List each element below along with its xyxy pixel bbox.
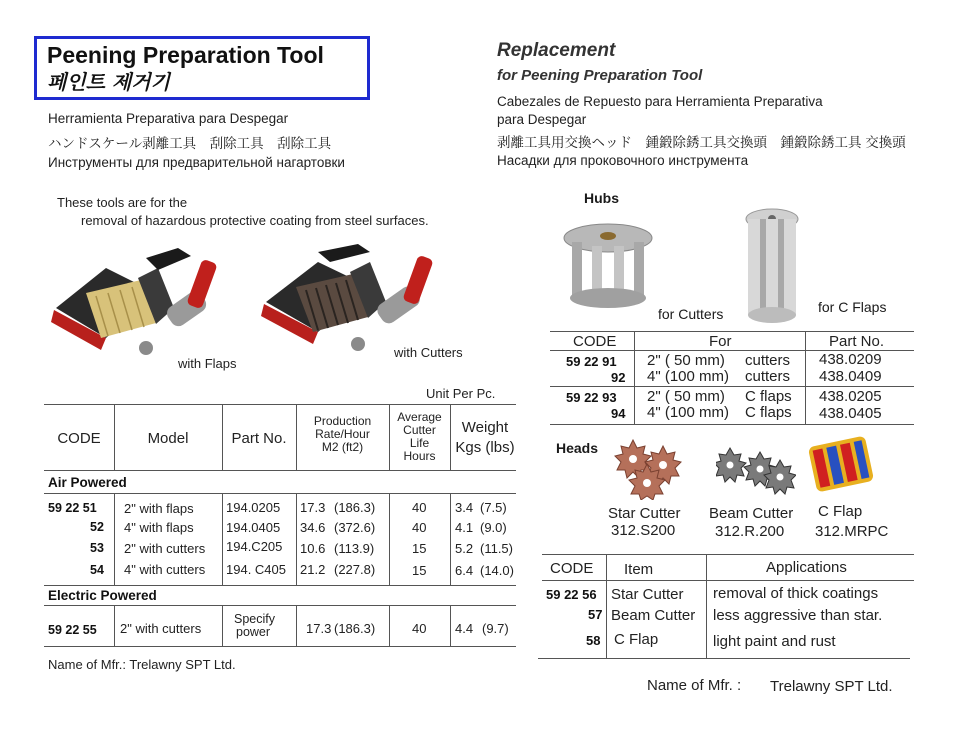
tool-with-flaps-image bbox=[46, 238, 236, 368]
header-cutter-life: Average Cutter Life Hours bbox=[397, 410, 442, 463]
replacement-spanish-1: Cabezales de Repuesto para Herramienta Preparativa bbox=[497, 94, 823, 109]
header-model: Model bbox=[147, 430, 189, 447]
head-star-cutter-part: 312.S200 bbox=[611, 522, 676, 539]
tool-with-cutters-image bbox=[258, 232, 458, 362]
head-beam-cutter-part: 312.R.200 bbox=[715, 523, 785, 540]
replacement-subtitle: for Peening Preparation Tool bbox=[497, 67, 703, 84]
star-cutter-image bbox=[613, 436, 695, 500]
header-code: CODE bbox=[57, 430, 101, 447]
hubs-header-code: CODE bbox=[573, 333, 617, 350]
header-production-rate: Production Rate/Hour M2 (ft2) bbox=[313, 414, 372, 454]
replacement-title: Replacement bbox=[497, 40, 616, 61]
manufacturer-label-right: Name of Mfr. : bbox=[647, 677, 742, 694]
manufacturer-name-right: Trelawny SPT Ltd. bbox=[770, 678, 893, 695]
subtitle-russian: Инструменты для предварительной нагартовки bbox=[48, 155, 345, 170]
subtitle-spanish: Herramienta Preparativa para Despegar bbox=[48, 111, 289, 126]
caption-with-flaps: with Flaps bbox=[178, 356, 237, 371]
heads-header-code: CODE bbox=[550, 560, 594, 577]
head-c-flap-part: 312.MRPC bbox=[815, 523, 889, 540]
unit-note: Unit Per Pc. bbox=[426, 386, 496, 401]
head-star-cutter-name: Star Cutter bbox=[608, 505, 681, 522]
caption-for-cflaps: for C Flaps bbox=[818, 299, 887, 315]
header-weight: Weight Kgs (lbs) bbox=[455, 419, 515, 456]
caption-with-cutters: with Cutters bbox=[394, 345, 463, 360]
heads-header-item: Item bbox=[624, 561, 654, 578]
description-line2: removal of hazardous protective coating from steel surfaces. bbox=[81, 213, 429, 228]
hubs-header-for: For bbox=[709, 333, 732, 350]
replacement-spanish-2: para Despegar bbox=[497, 112, 587, 127]
title-box bbox=[34, 36, 370, 100]
hubs-header-part-no: Part No. bbox=[829, 333, 885, 350]
manufacturer-left: Name of Mfr.: Trelawny SPT Ltd. bbox=[48, 657, 236, 672]
heads-header-applications: Applications bbox=[766, 559, 847, 576]
heads-label: Heads bbox=[556, 440, 599, 456]
hub-for-cutters-image bbox=[558, 212, 658, 312]
replacement-russian: Насадки для проковочного инструмента bbox=[497, 153, 749, 168]
beam-cutter-image bbox=[716, 446, 796, 498]
head-beam-cutter-name: Beam Cutter bbox=[709, 505, 794, 522]
subtitle-japanese: ハンドスケール剥離工具 刮除工具 刮除工具 bbox=[48, 136, 332, 151]
description-line1: These tools are for the bbox=[57, 195, 188, 210]
c-flap-image bbox=[808, 433, 876, 495]
caption-for-cutters: for Cutters bbox=[658, 306, 724, 322]
section-electric-powered: Electric Powered bbox=[48, 588, 157, 603]
hub-for-cflaps-image bbox=[742, 205, 802, 325]
header-part-no: Part No. bbox=[231, 430, 287, 447]
hubs-label: Hubs bbox=[584, 190, 619, 206]
replacement-japanese: 剥離工具用交換ヘッド 鍾鍛除銹工具交換頭 鍾鍛除銹工具 交換頭 bbox=[497, 135, 906, 150]
section-air-powered: Air Powered bbox=[48, 475, 127, 490]
page-title: Peening Preparation Tool bbox=[47, 42, 324, 68]
page-title-korean: 페인트 제거기 bbox=[47, 70, 170, 94]
head-c-flap-name: C Flap bbox=[818, 503, 863, 520]
